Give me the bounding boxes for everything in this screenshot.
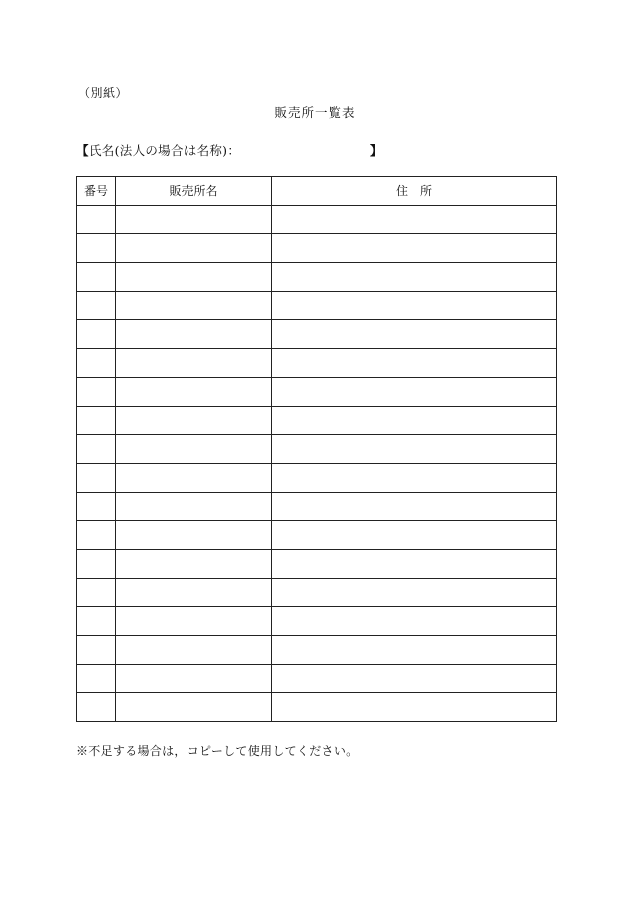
shop-name-cell[interactable] — [116, 205, 272, 234]
shop-name-cell[interactable] — [116, 263, 272, 292]
address-cell[interactable] — [272, 435, 557, 464]
number-cell[interactable] — [77, 435, 116, 464]
number-cell[interactable] — [77, 406, 116, 435]
number-cell[interactable] — [77, 377, 116, 406]
number-cell[interactable] — [77, 492, 116, 521]
number-cell[interactable] — [77, 521, 116, 550]
table-row — [77, 435, 557, 464]
number-cell[interactable] — [77, 578, 116, 607]
table-row — [77, 693, 557, 722]
shop-name-cell[interactable] — [116, 435, 272, 464]
footnote: ※不足する場合は，コピーして使用してください。 — [76, 744, 359, 758]
number-cell[interactable] — [77, 463, 116, 492]
number-cell[interactable] — [77, 549, 116, 578]
address-cell[interactable] — [272, 636, 557, 665]
shop-name-cell[interactable] — [116, 549, 272, 578]
number-cell[interactable] — [77, 320, 116, 349]
number-cell[interactable] — [77, 234, 116, 263]
attachment-label: （別紙） — [78, 86, 129, 100]
table-row — [77, 607, 557, 636]
shop-name-cell[interactable] — [116, 693, 272, 722]
shop-name-cell[interactable] — [116, 578, 272, 607]
address-cell[interactable] — [272, 205, 557, 234]
number-cell[interactable] — [77, 349, 116, 378]
number-cell[interactable] — [77, 636, 116, 665]
number-cell[interactable] — [77, 263, 116, 292]
table-row — [77, 664, 557, 693]
table-row — [77, 492, 557, 521]
table-row — [77, 263, 557, 292]
address-cell[interactable] — [272, 664, 557, 693]
number-cell[interactable] — [77, 664, 116, 693]
number-cell[interactable] — [77, 291, 116, 320]
shop-name-cell[interactable] — [116, 349, 272, 378]
table-row — [77, 234, 557, 263]
document-title: 販売所一覧表 — [274, 105, 356, 120]
address-cell[interactable] — [272, 377, 557, 406]
shop-name-cell[interactable] — [116, 492, 272, 521]
table-row — [77, 636, 557, 665]
shop-name-cell[interactable] — [116, 607, 272, 636]
shop-name-cell[interactable] — [116, 320, 272, 349]
address-cell[interactable] — [272, 521, 557, 550]
number-column-header: 番号 — [77, 177, 116, 206]
address-cell[interactable] — [272, 463, 557, 492]
table-row — [77, 578, 557, 607]
address-cell[interactable] — [272, 406, 557, 435]
table-header-row — [77, 177, 557, 206]
name-bracket-open: 【 — [76, 143, 89, 158]
name-bracket-close: 】 — [370, 143, 383, 158]
shop-name-column-header: 販売所名 — [116, 177, 272, 206]
address-column-header: 住 所 — [272, 177, 557, 206]
address-cell[interactable] — [272, 607, 557, 636]
address-cell[interactable] — [272, 549, 557, 578]
shop-name-cell[interactable] — [116, 664, 272, 693]
address-cell[interactable] — [272, 263, 557, 292]
shop-list-table — [76, 176, 557, 722]
number-cell[interactable] — [77, 607, 116, 636]
table-body — [77, 205, 557, 721]
address-cell[interactable] — [272, 693, 557, 722]
address-cell[interactable] — [272, 492, 557, 521]
table-row — [77, 549, 557, 578]
address-cell[interactable] — [272, 234, 557, 263]
table-row — [77, 291, 557, 320]
table-row — [77, 320, 557, 349]
table-row — [77, 377, 557, 406]
applicant-name-label: 氏名(法人の場合は名称)： — [89, 143, 241, 158]
number-cell[interactable] — [77, 693, 116, 722]
shop-name-cell[interactable] — [116, 234, 272, 263]
address-cell[interactable] — [272, 349, 557, 378]
address-cell[interactable] — [272, 320, 557, 349]
shop-name-cell[interactable] — [116, 521, 272, 550]
shop-name-cell[interactable] — [116, 463, 272, 492]
table-row — [77, 521, 557, 550]
shop-name-cell[interactable] — [116, 377, 272, 406]
table-row — [77, 349, 557, 378]
applicant-name-line — [76, 141, 396, 159]
table-row — [77, 205, 557, 234]
table-row — [77, 406, 557, 435]
shop-name-cell[interactable] — [116, 291, 272, 320]
number-cell[interactable] — [77, 205, 116, 234]
address-cell[interactable] — [272, 578, 557, 607]
shop-name-cell[interactable] — [116, 406, 272, 435]
table-row — [77, 463, 557, 492]
address-cell[interactable] — [272, 291, 557, 320]
shop-name-cell[interactable] — [116, 636, 272, 665]
